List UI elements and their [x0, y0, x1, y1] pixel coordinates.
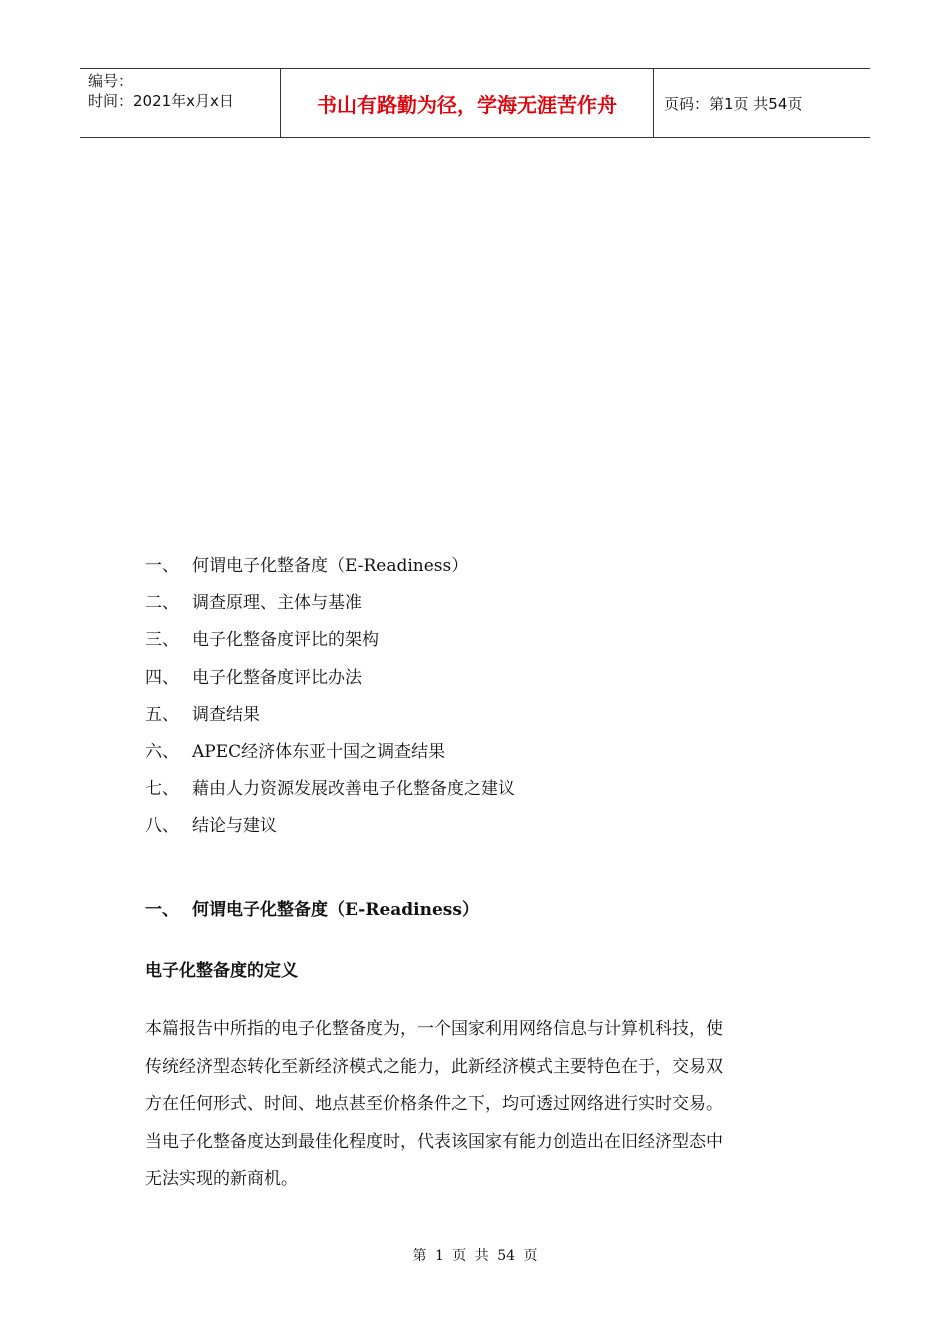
section-number: 一、: [145, 900, 179, 920]
toc-item-text: 何谓电子化整备度（E-Readiness）: [192, 556, 469, 576]
toc-item-text: APEC经济体东亚十国之调查结果: [192, 741, 446, 762]
section-title: 何谓电子化整备度（E-Readiness）: [192, 900, 479, 920]
toc-item-number: 二、: [145, 593, 179, 614]
toc-item-text: 电子化整备度评比办法: [192, 667, 362, 688]
toc-item-text: 调查原理、主体与基准: [192, 593, 362, 614]
paragraph-line: 当电子化整备度达到最佳化程度时，代表该国家有能力创造出在旧经济型态中: [145, 1131, 723, 1152]
toc-item: [145, 553, 515, 590]
toc-item: [145, 739, 515, 776]
toc-item-number: 七、: [145, 779, 179, 800]
header-motto: 书山有路勤为径，学海无涯苦作舟: [281, 69, 654, 137]
page-footer: 第 1 页 共 54 页: [412, 1248, 538, 1264]
toc-item: [145, 665, 515, 702]
toc-item-text: 藉由人力资源发展改善电子化整备度之建议: [192, 779, 515, 800]
toc-item-number: 五、: [145, 704, 179, 725]
section-heading: [145, 895, 479, 920]
subsection-heading: 电子化整备度的定义: [145, 961, 298, 981]
toc-item-number: 八、: [145, 816, 179, 837]
paragraph-line: 无法实现的新商机。: [145, 1169, 298, 1189]
toc-item: [145, 813, 515, 850]
toc-item-text: 结论与建议: [192, 816, 277, 837]
paragraph-line: 本篇报告中所指的电子化整备度为，一个国家利用网络信息与计算机科技，使: [145, 1019, 723, 1039]
body-paragraph: [145, 1011, 805, 1199]
toc-item-number: 三、: [145, 630, 179, 651]
toc-item: [145, 702, 515, 739]
toc-item-text: 调查结果: [192, 704, 260, 725]
header-number-label: 编号：: [88, 72, 134, 90]
paragraph-line: 方在任何形式、时间、地点甚至价格条件之下，均可透过网络进行实时交易。: [145, 1094, 723, 1114]
toc-item-number: 一、: [145, 556, 179, 576]
toc-item-number: 四、: [145, 667, 179, 688]
toc-item: [145, 776, 515, 813]
toc-item: [145, 627, 515, 664]
header-page-info: 页码：第1页 共54页: [664, 94, 803, 113]
header-meta: [80, 69, 281, 137]
table-of-contents: [145, 553, 515, 851]
toc-item: [145, 590, 515, 627]
header-time-label: 时间：2021年x月x日: [88, 92, 234, 110]
toc-item-number: 六、: [145, 741, 179, 762]
page-header: [80, 68, 870, 138]
toc-item-text: 电子化整备度评比的架构: [192, 630, 379, 651]
paragraph-line: 传统经济型态转化至新经济模式之能力，此新经济模式主要特色在于，交易双: [145, 1056, 723, 1077]
